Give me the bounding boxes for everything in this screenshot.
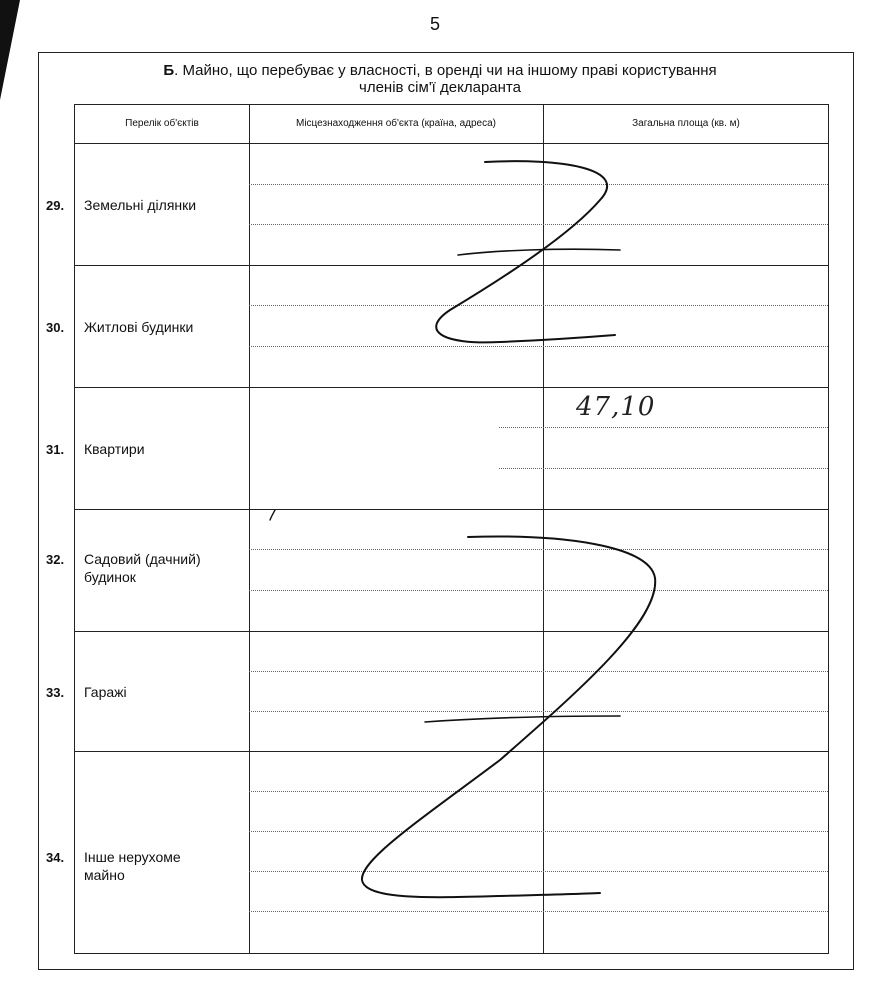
header-objects: Перелік об'єктів — [125, 117, 199, 129]
small-tick-mark — [270, 510, 275, 520]
section-title-line2: членів сім'ї декларанта — [359, 79, 521, 96]
row-label-garages: Гаражі — [84, 684, 127, 700]
row-label-other-property: Інше нерухоме майно — [84, 849, 181, 883]
section-letter: Б — [163, 62, 175, 79]
section-title-line1: . Майно, що перебуває у власності, в оренді чи на іншому праві користування — [174, 62, 717, 79]
handwritten-area-value: 47,10 — [576, 392, 656, 422]
row-number-33: 33. — [46, 685, 65, 700]
page-number: 5 — [430, 14, 441, 34]
row-number-29: 29. — [46, 198, 65, 213]
row-label-apartments: Квартири — [84, 441, 145, 457]
header-location: Місцезнаходження об'єкта (країна, адреса) — [296, 117, 496, 129]
header-area: Загальна площа (кв. м) — [632, 117, 740, 129]
row-label-land-plots: Земельні ділянки — [84, 197, 197, 213]
row-number-31: 31. — [46, 442, 65, 457]
row-number-32: 32. — [46, 552, 65, 567]
row-number-34: 34. — [46, 850, 65, 865]
row-label-country-house: Садовий (дачний) будинок — [84, 551, 201, 585]
row-number-30: 30. — [46, 320, 65, 335]
strike-mark-upper — [436, 161, 615, 342]
strike-mark-lower-cross — [425, 716, 620, 722]
strike-mark-lower — [362, 537, 655, 898]
row-label-houses: Житлові будинки — [84, 319, 194, 335]
